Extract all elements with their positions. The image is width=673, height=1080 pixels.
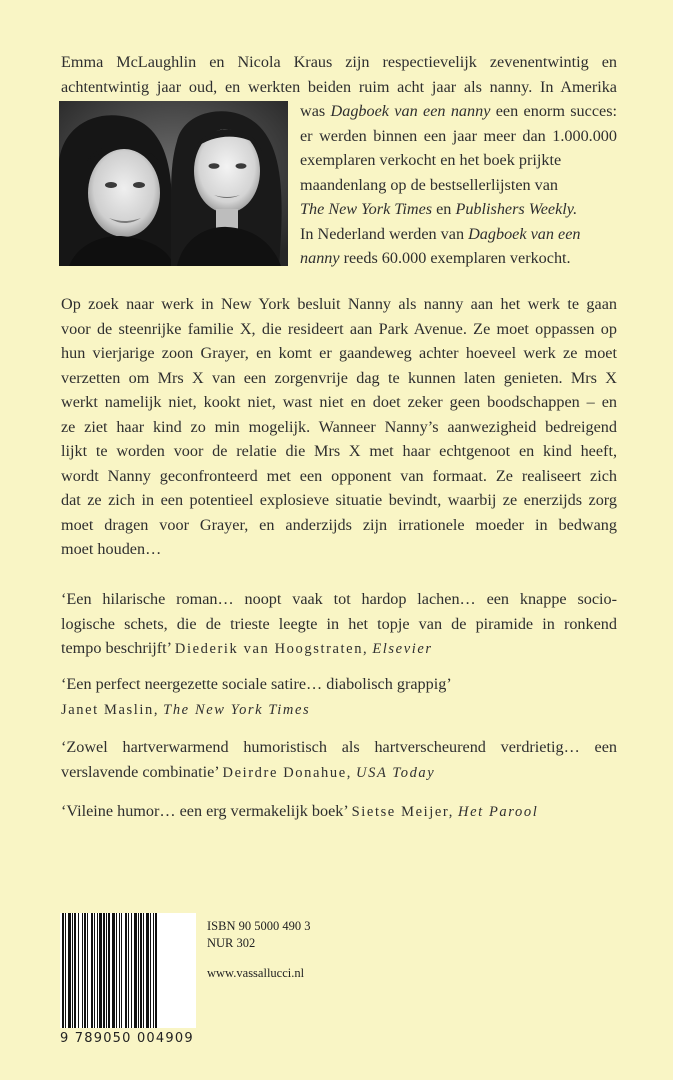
quote-line xyxy=(61,697,617,723)
barcode-bar xyxy=(82,913,83,1028)
barcode-bar xyxy=(87,913,88,1028)
book-title: Dagboek van een xyxy=(468,224,581,243)
barcode-bar xyxy=(119,913,120,1028)
intro-line xyxy=(300,222,617,247)
review-quote-1 xyxy=(61,587,617,662)
barcode-bar xyxy=(94,913,95,1028)
barcode-bar xyxy=(140,913,142,1028)
barcode-bar xyxy=(155,913,157,1028)
intro-text: reeds 60.000 exemplaren verkocht. xyxy=(339,249,571,267)
quote-source: USA Today xyxy=(356,764,436,781)
intro-line: Emma McLaughlin en Nicola Kraus zijn respectievelijk zevenentwintig en xyxy=(61,53,617,71)
intro-line xyxy=(300,197,617,222)
intro-text: en xyxy=(432,200,456,218)
isbn-number: ISBN 90 5000 490 3 xyxy=(207,919,311,933)
quote-text: tempo beschrijft’ xyxy=(61,639,175,657)
barcode-bar xyxy=(125,913,127,1028)
summary-line: voor de steenrijke familie X, die resideert aan Park Avenue. Ze moet oppassen op xyxy=(61,319,617,338)
quote-line: ‘Zowel hartverwarmend humoristisch als hartverscheurend verdrietig… een xyxy=(61,738,617,756)
book-title: nanny xyxy=(300,249,340,267)
intro-paragraph xyxy=(61,50,617,99)
barcode-bar xyxy=(153,913,154,1028)
publisher-url: www.vassallucci.nl xyxy=(207,966,305,980)
summary-line: moet dragen voor Grayer, en anderzijds zijn irrationele moeder in bedwang xyxy=(61,515,617,534)
barcode-bar xyxy=(84,913,86,1028)
barcode-bar xyxy=(146,913,149,1028)
quote-author: Diederik van Hoogstraten, xyxy=(174,641,369,657)
summary-line: verzetten om Mrs X van een zorgenvrije dag te kunnen laten genieten. Mrs X xyxy=(61,368,617,387)
summary-paragraph xyxy=(61,292,617,562)
intro-line: er werden binnen een jaar meer dan 1.000.000 xyxy=(300,126,617,145)
quote-author: Sietse Meijer, xyxy=(351,804,454,820)
quote-line xyxy=(61,636,617,662)
quote-line xyxy=(61,760,617,786)
authors-photo xyxy=(59,101,288,266)
barcode-bar xyxy=(62,913,64,1028)
barcode-bar xyxy=(138,913,139,1028)
barcode-bar xyxy=(68,913,71,1028)
barcode-bar xyxy=(134,913,137,1028)
quote-source: Het Parool xyxy=(458,804,539,820)
review-quote-2 xyxy=(61,672,617,722)
barcode-digits: 9 789050 004909 xyxy=(60,1031,194,1046)
summary-line: moet houden… xyxy=(61,540,162,558)
barcode-bar xyxy=(143,913,144,1028)
barcode-bar xyxy=(72,913,73,1028)
barcode-bar xyxy=(128,913,129,1028)
barcode-bar xyxy=(99,913,102,1028)
intro-line xyxy=(300,246,617,271)
barcode-bar xyxy=(97,913,98,1028)
intro-line: maandenlang op de bestsellerlijsten van xyxy=(300,175,559,194)
quote-line: logische schets, die de trieste leegte in het topje van de piramide in ronkend xyxy=(61,614,617,633)
barcode-bar xyxy=(108,913,110,1028)
barcode-bar xyxy=(103,913,105,1028)
intro-text: In Nederland werden van xyxy=(300,224,469,243)
summary-line: Op zoek naar werk in New York besluit Nanny als nanny aan het werk te gaan xyxy=(61,295,617,313)
barcode-bar xyxy=(150,913,151,1028)
barcode-bar xyxy=(91,913,93,1028)
review-quote-3 xyxy=(61,735,617,785)
intro-line: exemplaren verkocht en het boek prijkte xyxy=(300,151,562,169)
review-quote-4 xyxy=(61,799,617,825)
authors-photo-image xyxy=(59,101,288,266)
publication-name: Publishers Weekly. xyxy=(455,200,578,218)
quote-source: Elsevier xyxy=(372,641,433,657)
nur-code: NUR 302 xyxy=(207,936,256,950)
barcode-bar xyxy=(65,913,66,1028)
quote-source: The New York Times xyxy=(163,701,311,718)
quote-author: Janet Maslin, xyxy=(61,701,160,718)
quote-author: Deirdre Donahue, xyxy=(222,764,352,781)
intro-text: een enorm succes: xyxy=(490,102,617,120)
barcode-bar xyxy=(106,913,107,1028)
intro-paragraph-continued xyxy=(300,99,617,271)
isbn-block xyxy=(207,918,310,982)
summary-line: dat ze zich in een potentieel explosieve situatie bevindt, waarbij ze enerzijds zorg xyxy=(61,491,617,509)
quote-line: ‘Een perfect neergezette sociale satire… diabolisch grappig’ xyxy=(61,675,452,693)
barcode-bar xyxy=(116,913,117,1028)
summary-line: hun vierjarige zoon Grayer, en komt er gaandeweg achter hoeveel werk ze moet xyxy=(61,344,617,362)
barcode-bar xyxy=(112,913,115,1028)
barcode xyxy=(60,913,196,1028)
summary-line: werkt namelijk niet, kookt niet, wast niet en doet zeker geen boodschappen – en xyxy=(61,393,617,411)
barcode-bar xyxy=(78,913,79,1028)
intro-line: achtentwintig jaar oud, en werkten beiden ruim acht jaar als nanny. In Amerika xyxy=(61,77,617,96)
summary-line: wordt Nanny geconfronteerd met een opponent van formaat. Ze realiseert zich xyxy=(61,466,617,485)
summary-line: lijkt te worden voor de relatie die Mrs X met haar echtgenoot en kind heeft, xyxy=(61,442,617,460)
summary-line: ze ziet haar kind zo min mogelijk. Wanneer Nanny’s aanwezigheid bedreigend xyxy=(61,417,617,436)
barcode-bar xyxy=(74,913,76,1028)
book-title: Dagboek van een nanny xyxy=(330,102,491,120)
intro-text: was xyxy=(300,102,331,120)
publication-name: The New York Times xyxy=(300,200,433,218)
quote-text: verslavende combinatie’ xyxy=(61,762,223,781)
intro-line xyxy=(300,99,617,124)
quote-line: ‘Een hilarische roman… noopt vaak tot hardop lachen… een knappe socio- xyxy=(61,590,617,608)
barcode-bar xyxy=(131,913,132,1028)
quote-text: ‘Vileine humor… een erg vermakelijk boek’ xyxy=(61,802,352,820)
quote-line xyxy=(61,799,617,825)
barcode-bar xyxy=(121,913,122,1028)
